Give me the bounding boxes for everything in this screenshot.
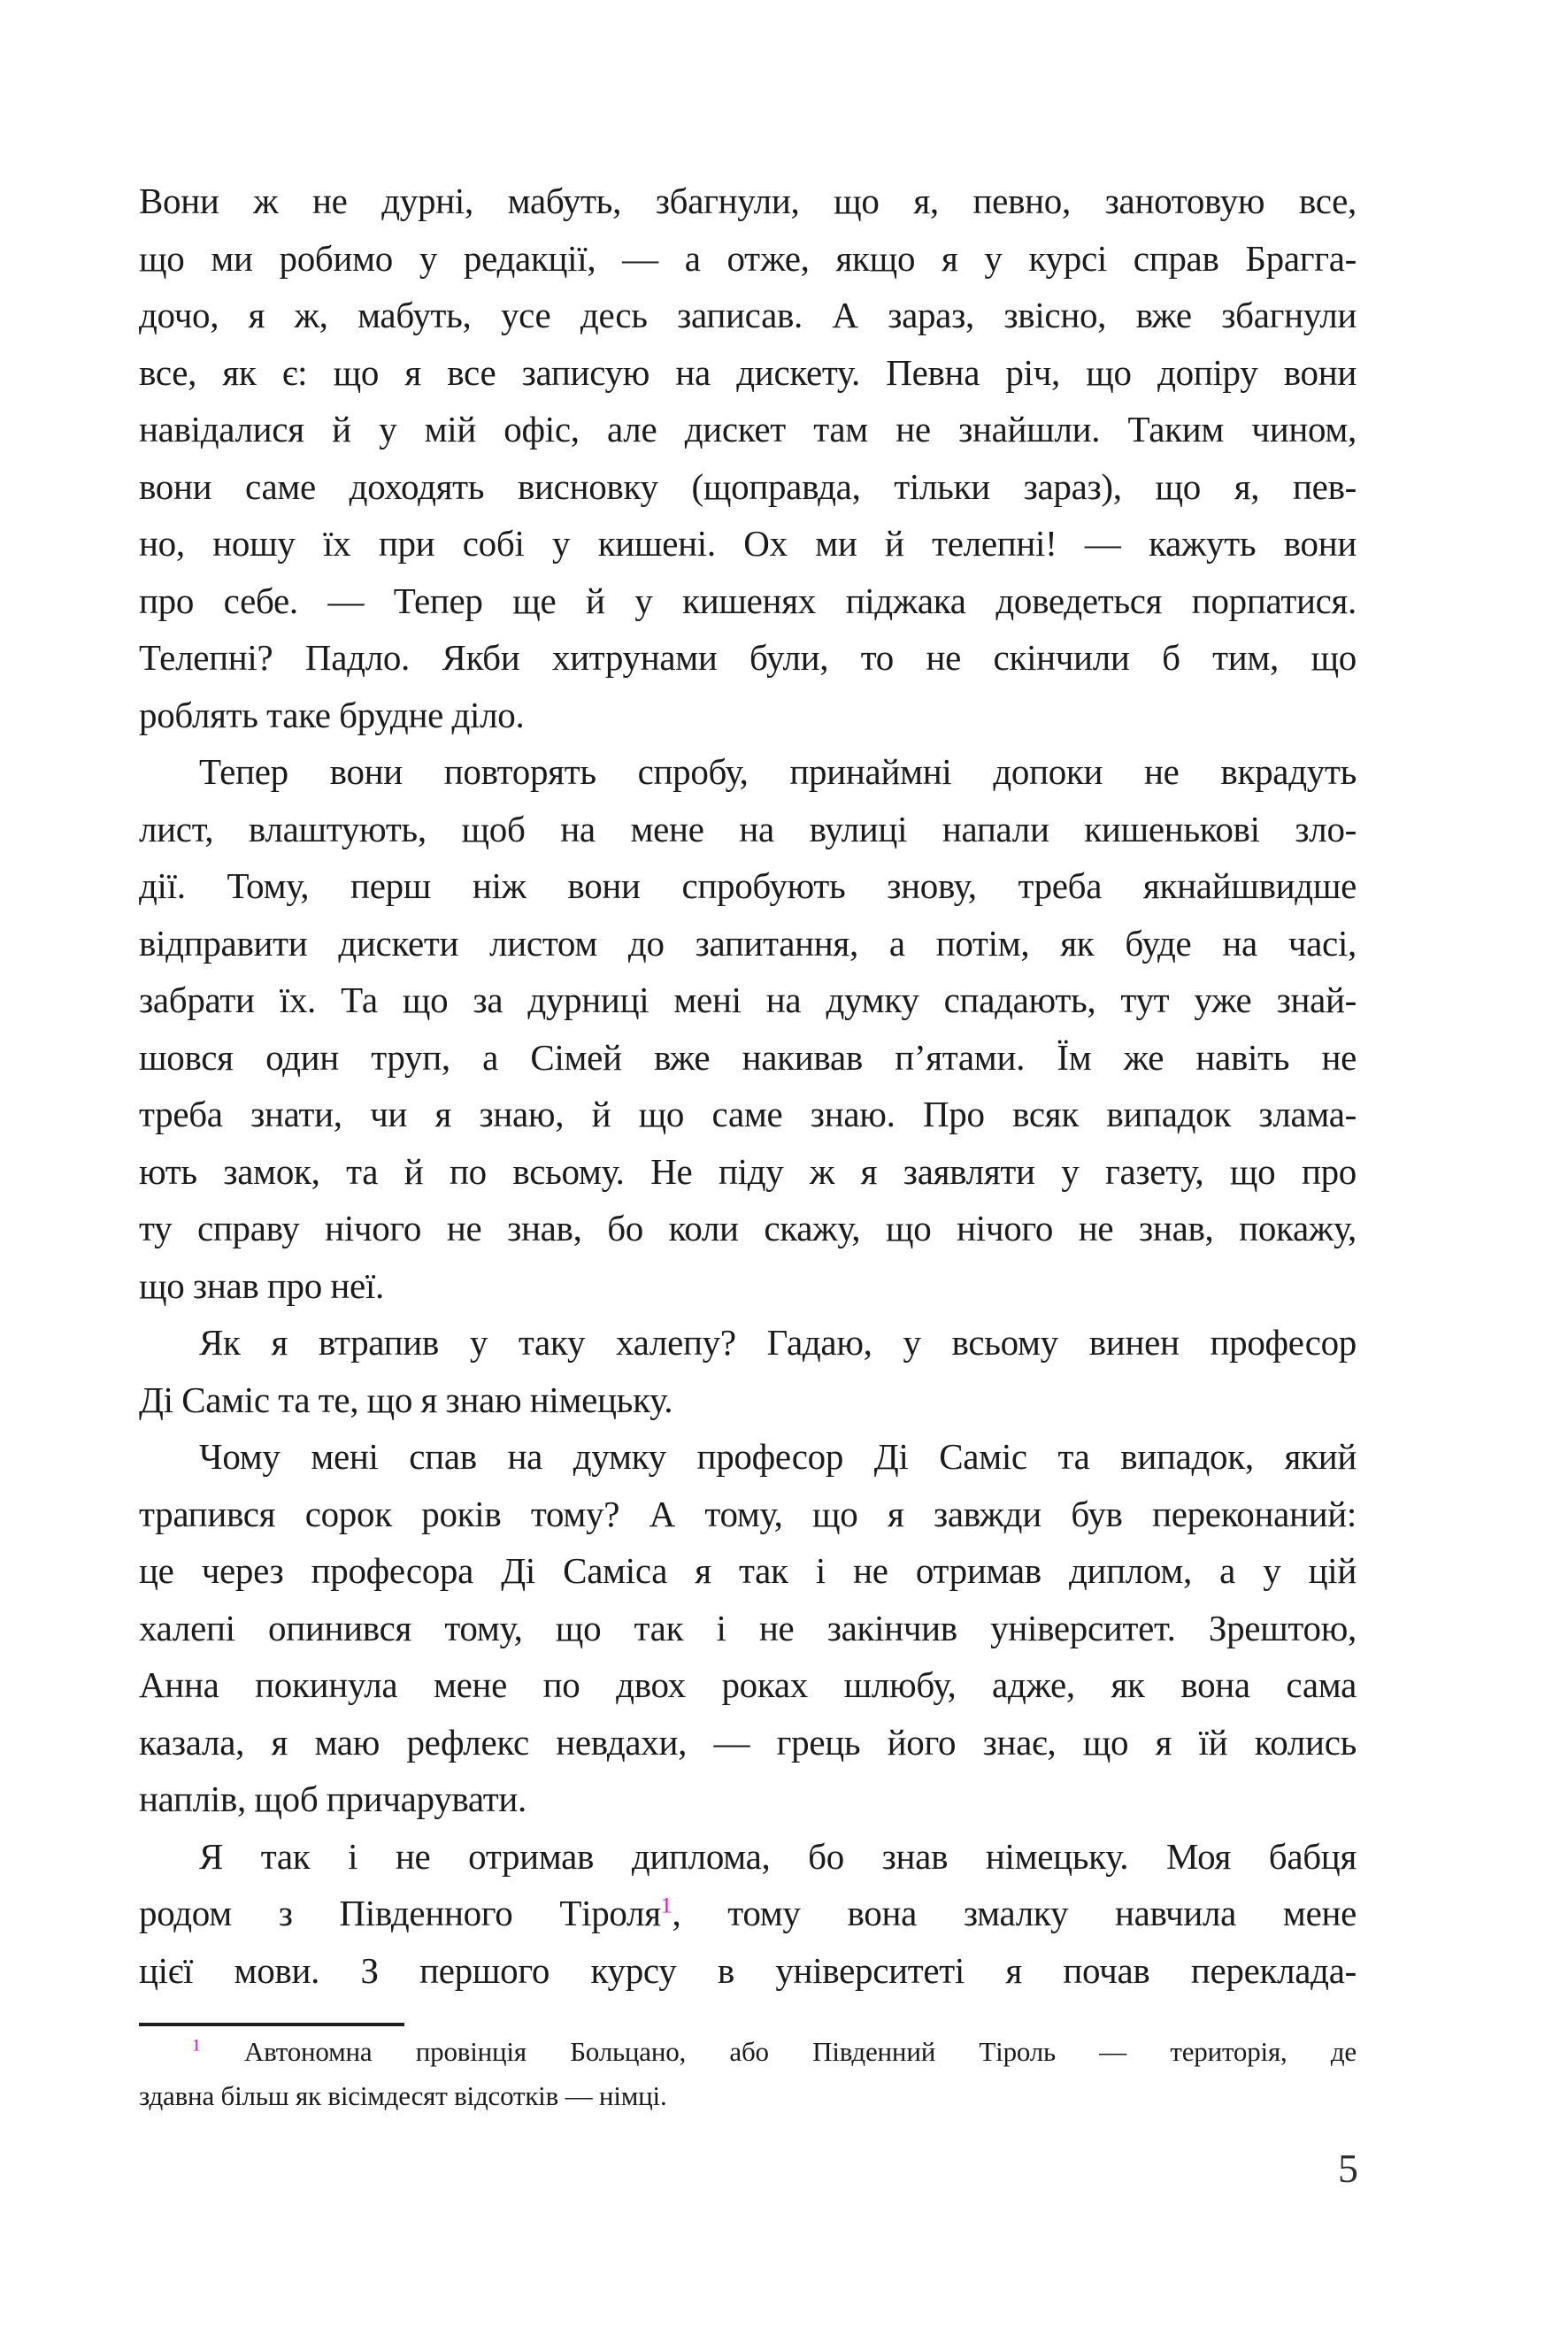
text-line: но, ношу їх при собі у кишені. Ох ми й телепні! — кажуть вони (139, 523, 1357, 564)
footnote (139, 2030, 1357, 2118)
page-number: 5 (1338, 2146, 1358, 2191)
text-line: казала, я маю рефлекс невдахи, — грець його знає, що я їй колись (139, 1721, 1357, 1763)
text-line: Анна покинула мене по двох роках шлюбу, адже, як вона сама (139, 1664, 1357, 1705)
text-line: забрати їх. Та що за дурниці мені на думку спадають, тут уже знай- (139, 980, 1357, 1020)
text-line: треба знати, чи я знаю, й що саме знаю. Про всяк випадок злама- (139, 1094, 1357, 1134)
text-line: про себе. — Тепер ще й у кишенях піджака доведеться порпатися. (139, 580, 1357, 621)
text-line: навідалися й у мій офіс, але дискет там не знайшли. Таким чином, (139, 409, 1357, 449)
text-line: ту справу нічого не знав, бо коли скажу, що нічого не знав, покажу, (139, 1208, 1357, 1248)
text-line: відправити дискети листом до запитання, а потім, як буде на часі, (139, 922, 1357, 964)
text-line: це через професора Ді Саміса я так і не отримав диплом, а у цій (139, 1550, 1357, 1591)
text-line: лист, влаштують, щоб на мене на вулиці напали кишенькові зло- (139, 808, 1357, 849)
text-line: $^1$ Автономна провінція Больцано, або Південний Тіроль — територія, де (192, 2036, 1357, 2067)
text-line: дочо, я ж, мабуть, усе десь записав. А зараз, звісно, вже збагнули (139, 295, 1357, 335)
text-line: цієї мови. З першого курсу в університеті я почав переклада- (139, 1949, 1357, 1991)
body-text (139, 173, 1357, 1999)
text-line: Ді Саміс та те, що я знаю німецьку. (139, 1379, 673, 1420)
text-line: Я так і не отримав диплома, бо знав німецьку. Моя бабця (199, 1835, 1357, 1877)
text-line: Телепні? Падло. Якби хитрунами були, то не скінчили б тим, що (139, 637, 1357, 678)
text-line: Як я втрапив у таку халепу? Гадаю, у всьому винен професор (199, 1322, 1357, 1363)
text-line: Чому мені спав на думку професор Ді Саміс та випадок, який (199, 1436, 1357, 1477)
text-line: трапився сорок років тому? А тому, що я завжди був переконаний: (139, 1493, 1357, 1534)
text-line: ють замок, та й по всьому. Не піду ж я заявляти у газету, що про (139, 1150, 1357, 1192)
text-line: що ми робимо у редакції, — а отже, якщо я у курсі справ Брагга- (139, 237, 1357, 279)
footnote-marker: 1 (192, 2036, 201, 2055)
text-line: Тепер вони повторять спробу, принаймні допоки не вкрадуть (199, 751, 1357, 792)
text-line: наплів, щоб причарувати. (139, 1779, 527, 1819)
text-line: дії. Тому, перш ніж вони спробують знову, треба якнайшвидше (139, 865, 1357, 906)
text-line: халепі опинився тому, що так і не закінчив університет. Зрештою, (139, 1607, 1357, 1648)
text-line: що знав про неї. (139, 1264, 384, 1306)
text-line: вони саме доходять висновку (щоправда, тільки зараз), що я, пев- (139, 465, 1357, 507)
text-line: все, як є: що я все записую на дискету. Певна річ, що допіру вони (139, 351, 1357, 393)
text-line: шовся один труп, а Сімей вже накивав п’ятами. Їм же навіть не (139, 1036, 1357, 1078)
footnote-reference: 1 (660, 1893, 673, 1918)
text-line: здавна більш як вісімдесят відсотків — німці. (139, 2080, 667, 2111)
text-line: родом з Південного Тіроля$^1$, тому вона змалку навчила мене (139, 1893, 1357, 1933)
text-line: Вони ж не дурні, мабуть, збагнули, що я, певно, занотовую все, (139, 181, 1357, 221)
footnote-separator (139, 2023, 404, 2026)
text-line: роблять таке брудне діло. (139, 694, 525, 735)
